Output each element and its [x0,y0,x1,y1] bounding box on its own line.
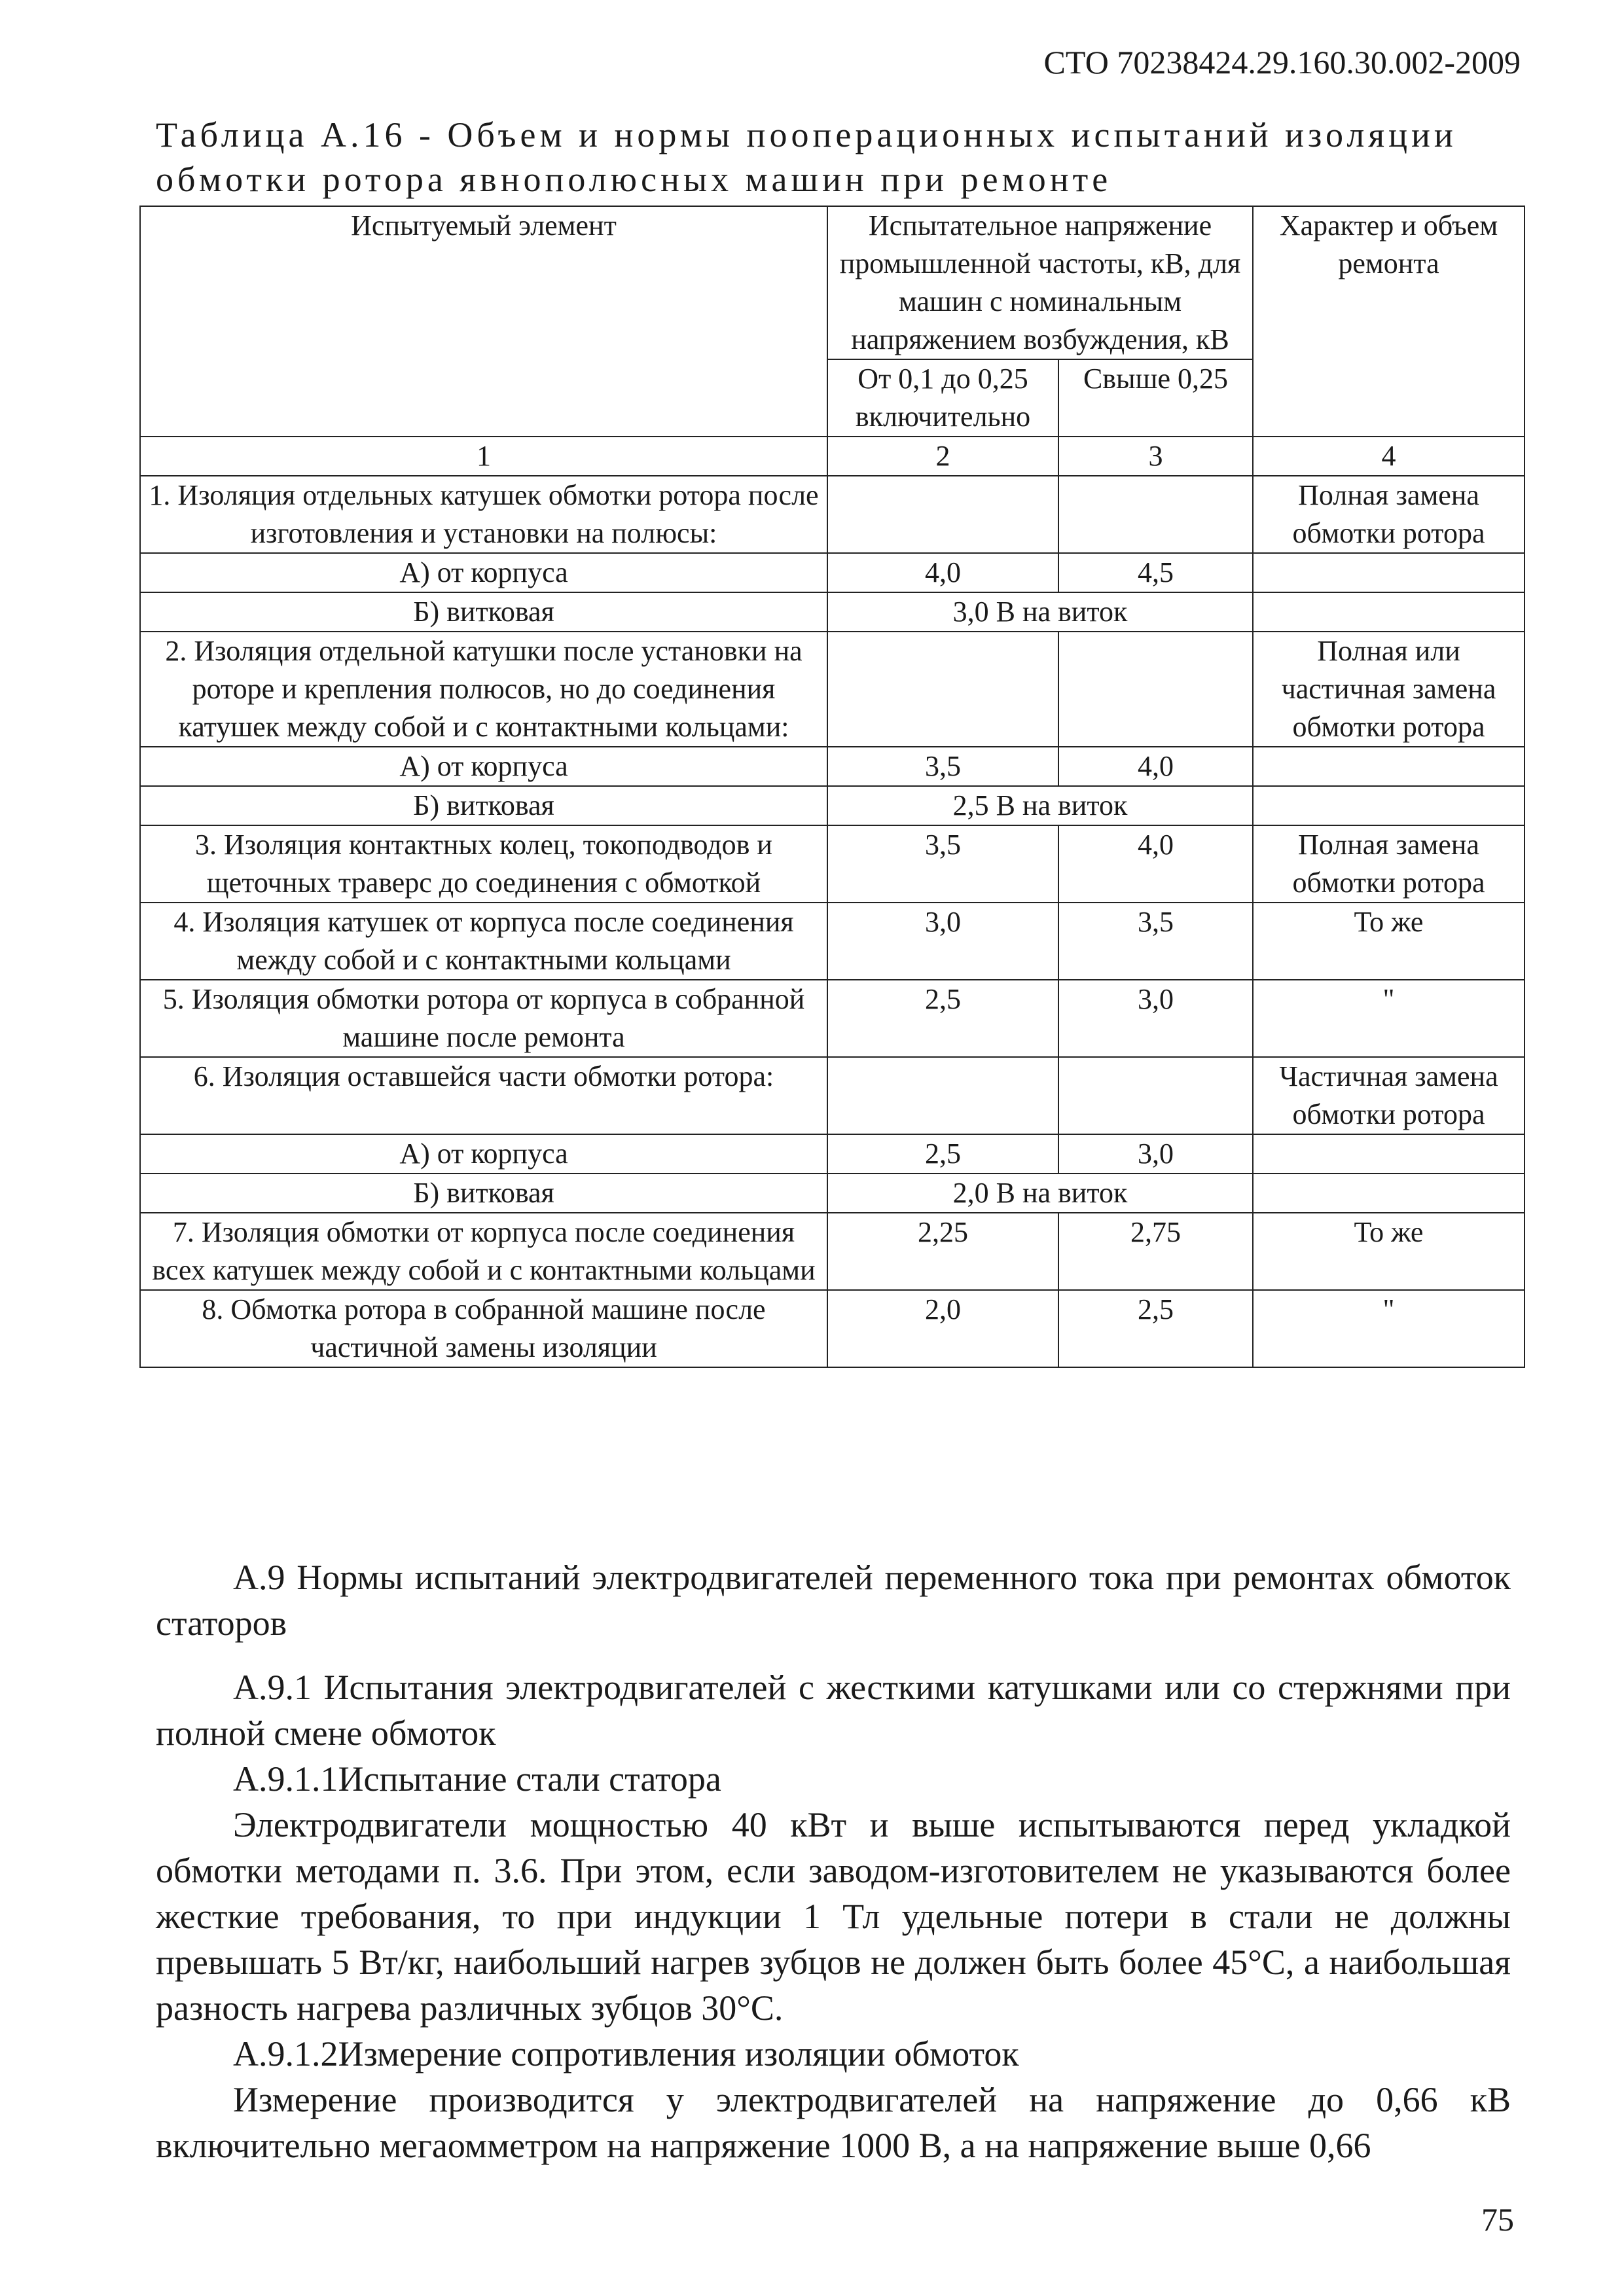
table-row [140,786,1525,825]
voltage-cell-low: 4,0 [827,553,1058,592]
element-cell: 4. Изоляция катушек от корпуса после соединения между собой и с контактными кольцами [140,903,827,980]
heading-a911: А.9.1.1Испытание стали статора [233,1759,721,1799]
header-test-voltage: Испытательное напряжение промышленной частоты, кВ, для машин с номинальным напряжением возбуждения, кВ [827,206,1253,359]
repair-cell: Частичная замена обмотки ротора [1253,1057,1525,1134]
element-cell: 7. Изоляция обмотки от корпуса после соединения всех катушек между собой и с контактными кольцами [140,1213,827,1290]
table-row [140,553,1525,592]
voltage-cell-low: 3,0 [827,903,1058,980]
voltage-cell-low: 2,0 [827,1290,1058,1367]
repair-cell: Полная замена обмотки ротора [1253,825,1525,903]
table-row [140,476,1525,553]
voltage-cell-high: 3,0 [1058,1134,1253,1174]
table-row [140,1290,1525,1367]
repair-cell [1253,592,1525,632]
column-number: 3 [1058,437,1253,476]
turn-voltage-cell: 3,0 В на виток [827,592,1253,632]
page-number: 75 [1481,2201,1514,2238]
header-element: Испытуемый элемент [140,206,827,437]
repair-cell [1253,747,1525,786]
element-cell: Б) витковая [140,786,827,825]
voltage-cell-low [827,476,1058,553]
repair-cell: Полная или частичная замена обмотки ротора [1253,632,1525,747]
element-cell: 1. Изоляция отдельных катушек обмотки ротора после изготовления и установки на полюсы: [140,476,827,553]
table-row [140,903,1525,980]
repair-cell: То же [1253,1213,1525,1290]
table-caption-line1: Таблица А.16 - Объем и нормы пооперационных испытаний изоляции [156,115,1457,154]
voltage-cell-high: 4,0 [1058,747,1253,786]
heading-a91: А.9.1 Испытания электродвигателей с жесткими катушками или со стержнями при полной смене обмоток [156,1668,1511,1753]
voltage-cell-high [1058,476,1253,553]
repair-cell: Полная замена обмотки ротора [1253,476,1525,553]
table-row [140,747,1525,786]
column-number: 4 [1253,437,1525,476]
header-repair: Характер и объем ремонта [1253,206,1525,437]
table-caption-line2: обмотки ротора явнополюсных машин при ремонте [156,160,1112,199]
element-cell: А) от корпуса [140,553,827,592]
voltage-cell-low [827,632,1058,747]
element-cell: 2. Изоляция отдельной катушки после установки на роторе и крепления полюсов, но до соединения катушек между собой и с контактными кольцами: [140,632,827,747]
table-row [140,1134,1525,1174]
document-code: СТО 70238424.29.160.30.002-2009 [1043,44,1521,81]
table-row [140,592,1525,632]
voltage-cell-high: 4,5 [1058,553,1253,592]
voltage-cell-high [1058,1057,1253,1134]
repair-cell: " [1253,980,1525,1057]
heading-a9: А.9 Нормы испытаний электродвигателей переменного тока при ремонтах обмоток статоров [156,1558,1511,1643]
table-row [140,1174,1525,1213]
header-sub-range1: От 0,1 до 0,25 включительно [827,359,1058,437]
voltage-cell-low: 2,25 [827,1213,1058,1290]
table-row [140,1057,1525,1134]
voltage-cell-high: 3,5 [1058,903,1253,980]
voltage-cell-high [1058,632,1253,747]
element-cell: 6. Изоляция оставшейся части обмотки ротора: [140,1057,827,1134]
voltage-cell-low: 3,5 [827,825,1058,903]
repair-cell: " [1253,1290,1525,1367]
turn-voltage-cell: 2,0 В на виток [827,1174,1253,1213]
voltage-cell-high: 4,0 [1058,825,1253,903]
paragraph-insulation-measure: Измерение производится у электродвигателей на напряжение до 0,66 кВ включительно мегаомметром на напряжение 1000 В, а на напряжение выше 0,66 [156,2080,1511,2165]
table-header-row [140,206,1525,359]
repair-cell: То же [1253,903,1525,980]
element-cell: 3. Изоляция контактных колец, токоподводов и щеточных траверс до соединения с обмоткой [140,825,827,903]
table-row [140,825,1525,903]
column-number: 2 [827,437,1058,476]
column-number-row [140,437,1525,476]
voltage-cell-low: 3,5 [827,747,1058,786]
repair-cell [1253,553,1525,592]
element-cell: 5. Изоляция обмотки ротора от корпуса в собранной машине после ремонта [140,980,827,1057]
repair-cell [1253,1174,1525,1213]
element-cell: А) от корпуса [140,1134,827,1174]
repair-cell [1253,1134,1525,1174]
voltage-cell-low: 2,5 [827,1134,1058,1174]
element-cell: Б) витковая [140,1174,827,1213]
paragraph-steel-test: Электродвигатели мощностью 40 кВт и выше испытываются перед укладкой обмотки методами п. 3.6. При этом, если заводом-изготовителем не указываются более жесткие требования, то при индукции 1 Тл удельные потери в стали не должны превышать 5 Вт/кг, наибольший нагрев зубцов не должен быть более 45°С, а наибольшая разность нагрева различных зубцов 30°С. [156,1805,1511,2028]
voltage-cell-high: 2,75 [1058,1213,1253,1290]
voltage-cell-low [827,1057,1058,1134]
voltage-cell-high: 2,5 [1058,1290,1253,1367]
norms-table [139,206,1525,1368]
column-number: 1 [140,437,827,476]
table-row [140,632,1525,747]
table-row [140,980,1525,1057]
voltage-cell-low: 2,5 [827,980,1058,1057]
body-text [156,1554,1511,2168]
element-cell: 8. Обмотка ротора в собранной машине после частичной замены изоляции [140,1290,827,1367]
element-cell: А) от корпуса [140,747,827,786]
table-caption [156,113,1511,202]
element-cell: Б) витковая [140,592,827,632]
voltage-cell-high: 3,0 [1058,980,1253,1057]
repair-cell [1253,786,1525,825]
heading-a912: А.9.1.2Измерение сопротивления изоляции обмоток [233,2034,1019,2073]
header-sub-range2: Свыше 0,25 [1058,359,1253,437]
turn-voltage-cell: 2,5 В на виток [827,786,1253,825]
table-row [140,1213,1525,1290]
